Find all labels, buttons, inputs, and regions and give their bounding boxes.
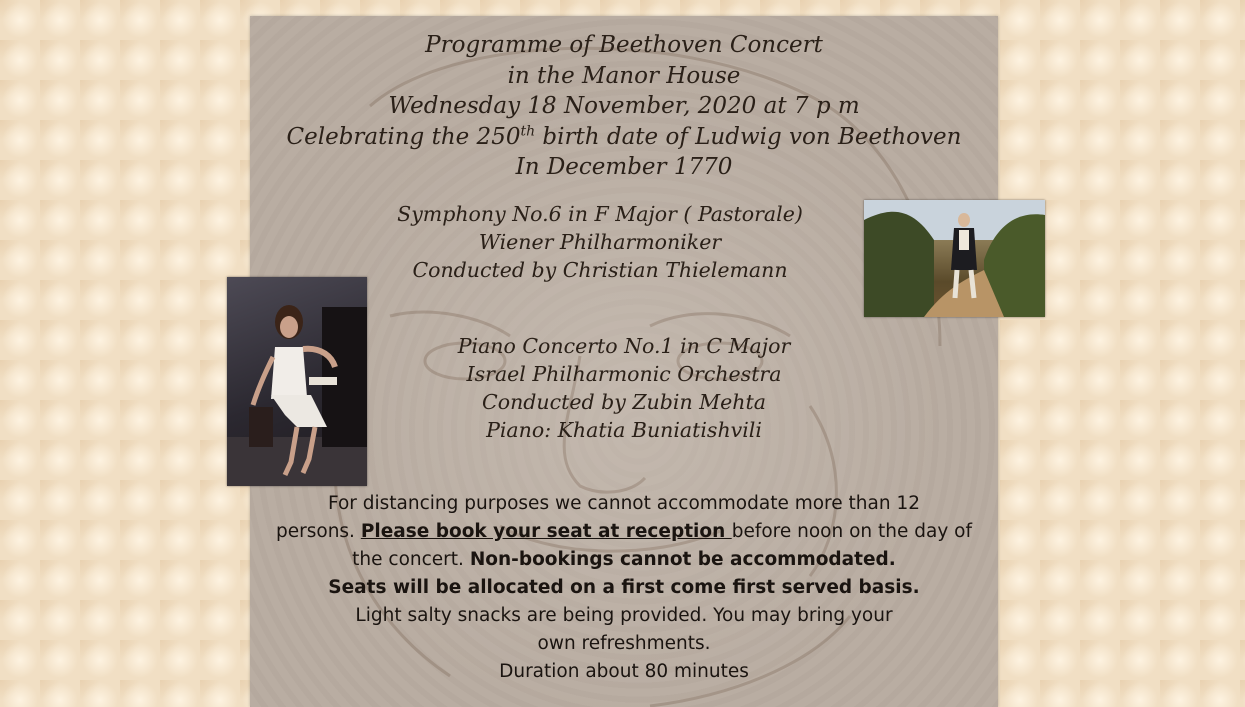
conductor-name: Conducted by Christian Thielemann	[412, 258, 788, 282]
notice-emphasis: Non-bookings cannot be accommodated.	[469, 549, 896, 570]
title-line	[250, 122, 998, 153]
orchestra-name: Wiener Philharmoniker	[478, 230, 722, 254]
title-line-sup: th	[520, 122, 536, 139]
title-line: In December 1770	[515, 154, 733, 180]
conductor-name: Conducted by Zubin Mehta	[482, 390, 766, 414]
title-line: Programme of Beethoven Concert	[425, 32, 823, 58]
beethoven-walking-painting	[864, 200, 1045, 317]
notice-line	[250, 518, 998, 546]
notice-emphasis: Seats will be allocated on a first come first served basis.	[328, 577, 920, 598]
notice-line: own refreshments.	[537, 633, 711, 654]
notice-text: before noon on the day of	[731, 521, 972, 542]
work-title: Piano Concerto No.1 in C Major	[457, 334, 791, 358]
title-line: in the Manor House	[507, 62, 741, 89]
notice-line: Duration about 80 minutes	[499, 661, 749, 682]
concert-title	[250, 30, 998, 183]
orchestra-name: Israel Philharmonic Orchestra	[466, 362, 782, 386]
title-line-pre: Celebrating the 250	[286, 123, 521, 150]
booking-instruction: Please book your seat at reception	[360, 521, 732, 542]
pianist-photo	[227, 277, 367, 486]
notice-line: Light salty snacks are being provided. You may bring your	[355, 605, 893, 626]
soloist-name: Piano: Khatia Buniatishvili	[486, 418, 762, 442]
programme-item-symphony	[226, 200, 974, 284]
work-title: Symphony No.6 in F Major ( Pastorale)	[397, 202, 803, 226]
pianist-illustration	[227, 277, 367, 486]
notice-text: persons.	[276, 521, 361, 542]
notice-line: For distancing purposes we cannot accommodate more than 12	[328, 493, 920, 514]
title-line: Wednesday 18 November, 2020 at 7 p m	[388, 93, 860, 119]
notice-text: the concert.	[352, 549, 470, 570]
title-line-post: birth date of Ludwig von Beethoven	[535, 123, 962, 150]
notice-line	[250, 574, 998, 602]
booking-notice	[250, 490, 998, 686]
notice-line	[250, 546, 998, 574]
landscape-illustration	[864, 200, 1045, 317]
